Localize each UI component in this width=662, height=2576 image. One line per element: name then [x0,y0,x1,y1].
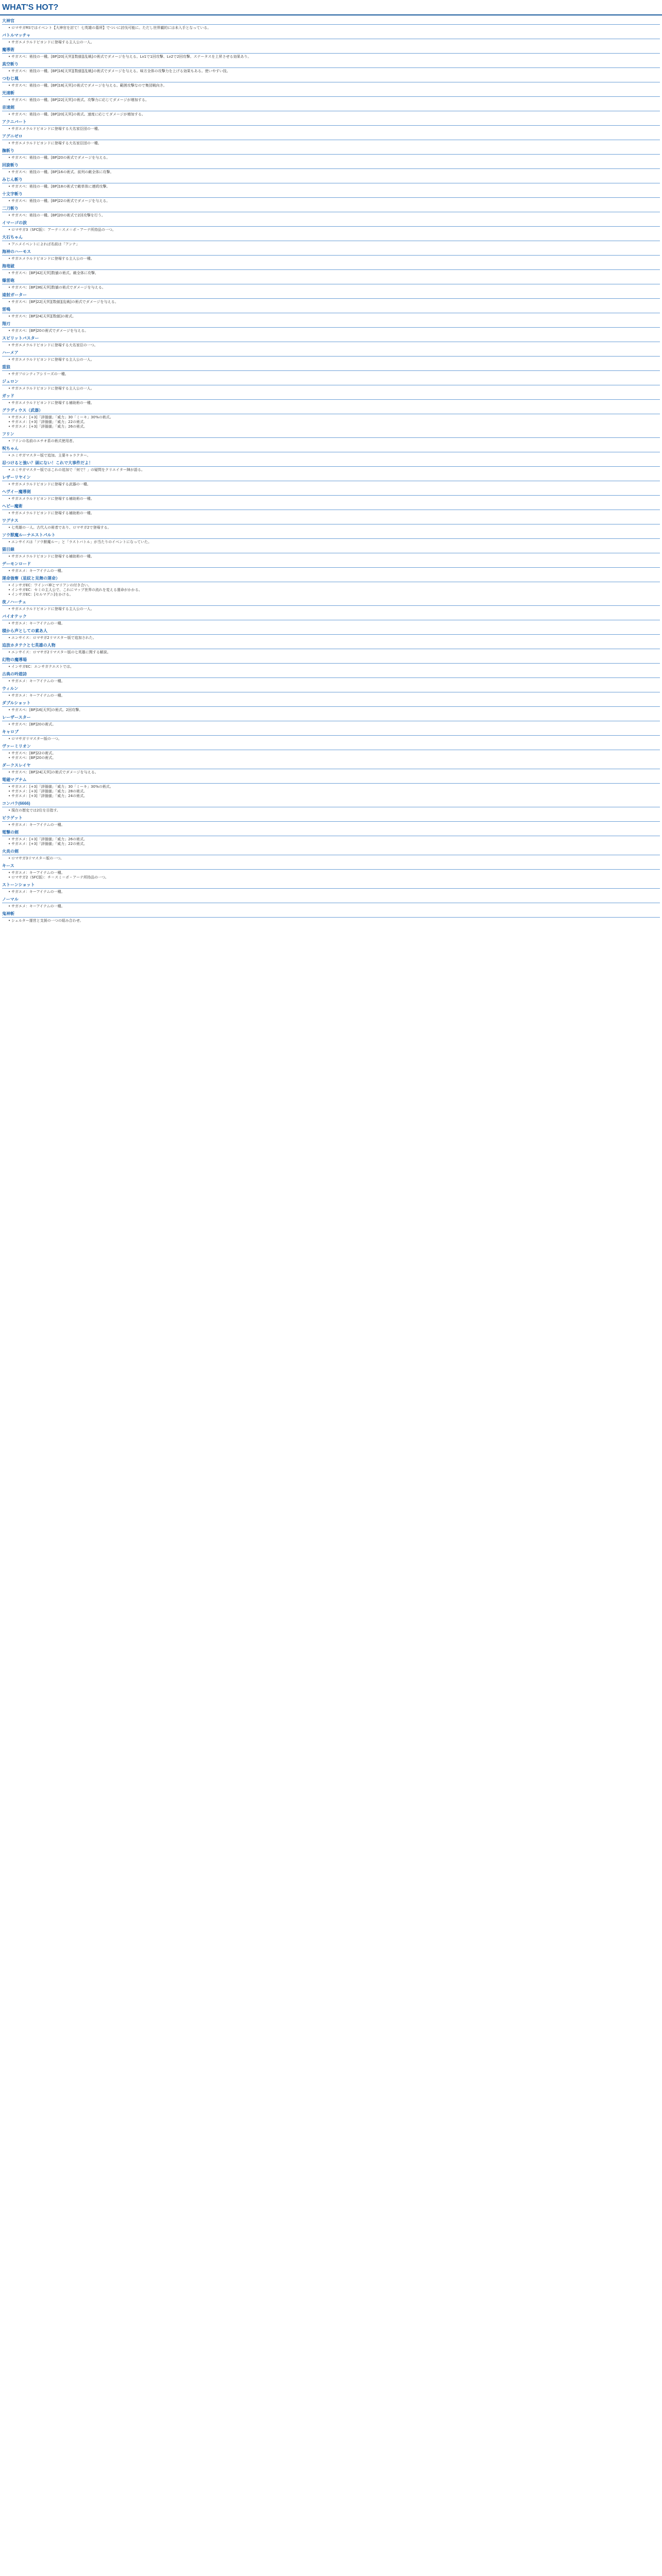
section-list [2,649,660,656]
section-heading[interactable]: レーザースター [2,714,660,721]
section-list [2,903,660,910]
section-heading[interactable]: コンバラ(6666) [2,800,660,807]
list-item: • サガエメ：キーアイテムの一種。 [8,904,660,909]
section-heading[interactable]: 電磁マグナム [2,776,660,784]
list-item: • サガエメ：[+3]「評価値」「威力」22の術式。 [8,420,660,425]
section [2,815,660,829]
section [2,393,660,407]
section [2,546,660,561]
section-heading[interactable]: グラディウス（武器） [2,407,660,414]
page [0,0,662,925]
section-heading[interactable]: ワグナス [2,517,660,524]
list-item: • サガスペ：術技の一種。[BP]20の術式で2回攻撃を行う。 [8,213,660,218]
section [2,561,660,575]
list-item: • サガエメラルドビヨンドに登場する大名家臣の一つ。 [8,343,660,348]
section-heading[interactable]: 忍つけると強い？頭にない！これで大事件だよ！ [2,460,660,467]
list-item: • サガスペ：術技の一種。[BP]20[天冥][数値][乱戦]の術式でダメージを与える。Lv1で1回攻撃、Lv2で2回攻撃。ステータスを上昇させる効果あり。 [8,55,660,59]
section-list [2,889,660,896]
section [2,32,660,46]
list-item: • サガエメ：[+3]「評価値」「威力」30「ミーキ」30%の術式。 [8,415,660,420]
section-heading[interactable]: アグニゼロ [2,133,660,140]
section [2,776,660,800]
list-item: • サガスペ：術技の一種。[BP]16の術式。前列の敵全体に攻撃。 [8,170,660,175]
section-heading[interactable]: ダブルショット [2,700,660,707]
section [2,517,660,532]
section [2,263,660,277]
section-list [2,438,660,445]
section-list [2,212,660,219]
list-item: • サガスペ：[BP]20の術式でダメージを与える。 [8,329,660,333]
list-item: • サガスペ：[BP]42[天冥]数値の術式。敵全体に攻撃。 [8,271,660,276]
section-heading[interactable]: ジュロン [2,378,660,385]
section [2,277,660,292]
section [2,292,660,306]
section-heading[interactable]: 海神のハーモス [2,248,660,256]
section-heading[interactable]: レザーリヤイン [2,474,660,481]
section [2,133,660,147]
section-heading[interactable]: ダークスレイヤ [2,762,660,769]
section [2,364,660,378]
list-item: • サガエメラルドビヨンドに登場する補助術の一種。 [8,401,660,405]
list-item: • サガエメ：キーアイテムの一種。 [8,679,660,684]
section-list [2,140,660,147]
list-item: • サガエメラルドビヨンドに登場する大名家臣団の一種。 [8,141,660,146]
section [2,445,660,460]
section-heading[interactable]: 電撃の剣 [2,829,660,836]
section-list [2,68,660,75]
section-list [2,385,660,393]
page-title: WHAT'S HOT? [0,0,662,15]
section-list [2,97,660,104]
section-heading[interactable]: キャロブ [2,728,660,736]
section-list [2,452,660,460]
section-heading[interactable]: 猫目線 [2,546,660,553]
section [2,671,660,685]
list-item: • サガエメ：[+3]「評価値」「威力」22の術式。 [8,842,660,846]
section-list [2,39,660,46]
section-list [2,155,660,162]
list-item: • サガスペ：[BP]22の術式。 [8,751,660,756]
list-item: • サガエメ：[+3]「評価値」「威力」24の術式。 [8,794,660,799]
list-item: • サガエメラルドビヨンドに登場する補助術の一種。 [8,511,660,516]
section-list [2,918,660,925]
section [2,46,660,61]
list-item: • サガエメ：キーアイテムの一種。 [8,621,660,626]
section-heading[interactable]: ウィルン [2,685,660,692]
section-heading[interactable]: つむじ風 [2,75,660,82]
list-item: • サガスペ：[BP]16[天冥]の術式。2回攻撃。 [8,708,660,713]
section-heading[interactable]: 大石ちゃん [2,234,660,241]
section-heading[interactable]: ヘヴイー魔導剣 [2,488,660,496]
section-list [2,721,660,728]
section-list [2,467,660,474]
section [2,488,660,503]
list-item: • サガスペ：[BP]22[天冥][数値][乱戦]の術式でダメージを与える。 [8,300,660,304]
section [2,829,660,848]
section-heading[interactable]: 積から声としての素あ人 [2,628,660,635]
section-heading[interactable]: 古典の吟遊詩 [2,671,660,678]
list-item: • ロマサガRSではイベント【大神官を討て！七英雄の墓所】でついに討伐可能に。ただし世界観的には未入手となっている。 [8,26,660,30]
section [2,575,660,599]
section [2,532,660,546]
section-heading[interactable]: デーモンロード [2,561,660,568]
section [2,431,660,445]
section-heading[interactable]: 運命強奪（星紋と見舞の運命） [2,575,660,582]
list-item: • サガエメ：[+3]「評価値」「威力」28の術式。 [8,789,660,794]
section-heading[interactable]: 二刀斬り [2,205,660,212]
section [2,320,660,335]
section-heading[interactable]: ストーンショット [2,882,660,889]
list-item: • サガスペ：[BP]24[天冥][数値]の術式。 [8,314,660,319]
section [2,306,660,320]
section-heading[interactable]: 音速剣 [2,104,660,111]
list-item: • サガエメ：[+3]「評価値」「威力」26の術式。 [8,425,660,429]
section [2,762,660,776]
list-item: • フリンの名前のエチオ系の術式使用者。 [8,439,660,444]
section-list [2,54,660,61]
list-item: • サガエメラルドビヨンドに登場する補助術の一種。 [8,554,660,559]
section-list [2,371,660,378]
section-heading[interactable]: 追放ホタテクと七英雄の人物 [2,642,660,649]
section-heading[interactable]: フリン [2,431,660,438]
section-list [2,414,660,431]
section [2,162,660,176]
list-item: • サガエメラルドビヨンドに登場する補助術の一種。 [8,497,660,501]
section-heading[interactable]: 鬼神斬 [2,910,660,918]
section-list [2,870,660,882]
section-heading[interactable]: 真空斬り [2,61,660,68]
section-list [2,126,660,133]
list-item: • サガスペ：術技の一種。[BP]18[天冥]の術式でダメージを与える。範囲攻撃なので集団戦向き。 [8,83,660,88]
section [2,191,660,205]
section-list [2,582,660,599]
section-list [2,284,660,292]
section-list [2,736,660,743]
section-list [2,707,660,714]
list-item: • サガエメ：キーアイテムの一種。 [8,569,660,573]
section [2,90,660,104]
section [2,75,660,90]
section [2,474,660,488]
section [2,176,660,191]
section-list [2,481,660,488]
section-heading[interactable]: アクニバート [2,118,660,126]
list-item: • サガエメラルドビヨンドに登場する主人公の一人。 [8,40,660,45]
section-list [2,692,660,700]
section-list [2,241,660,248]
section [2,700,660,714]
section-list [2,784,660,800]
list-item: • サガエメ：キーアイテムの一種。 [8,693,660,698]
section-list [2,227,660,234]
section [2,378,660,393]
section [2,743,660,762]
section-list [2,664,660,671]
section [2,104,660,118]
section [2,335,660,349]
section-heading[interactable]: ヘビー魔術 [2,503,660,510]
list-item: • エンサイスは「ソウ獣魔ルー」と「ラストバトル」が当たりのイベントになっていた。 [8,540,660,545]
section-list [2,299,660,306]
section-heading[interactable]: ノーマル [2,896,660,903]
section-heading[interactable]: ソウ獣魔ルーナエストパルト [2,532,660,539]
list-item: • ロマサガリマスター版の一つ。 [8,737,660,741]
list-item: • エミサガマスター版で追加。主要キャラクター。 [8,453,660,458]
section-heading[interactable]: 幻物の魔導場 [2,656,660,664]
section-list [2,606,660,613]
section-heading[interactable]: バイオテック [2,613,660,620]
section-list [2,635,660,642]
section-list [2,822,660,829]
section-list [2,524,660,532]
section-heading[interactable]: ハーメア [2,349,660,357]
list-item: • サガスペ：[BP]36[天冥]数値の術式でダメージを与える。 [8,285,660,290]
section [2,219,660,234]
list-item: • サガスペ：術技の一種。[BP]22[天冥]の術式。攻撃力に応じてダメージが増加する。 [8,98,660,103]
list-item: • サガスペ：[BP]20の術式。 [8,722,660,727]
list-item: • ロマサガ3（SFC版）：アーテ＝スメ＝ポ・アーテ所持品の一つ。 [8,228,660,232]
list-item: • サガエメ：[+3]「評価値」「威力」26の術式。 [8,837,660,842]
section-list [2,169,660,176]
section-heading[interactable]: 海竜破 [2,263,660,270]
list-item: • サガエメ：[+3]「評価値」「威力」30「ミーキ」30%の術式。 [8,785,660,789]
list-item: • サガスペ：術技の一種。[BP]22の術式でダメージを与える。 [8,199,660,204]
section [2,61,660,75]
section [2,460,660,474]
section-heading[interactable]: みじん斬り [2,176,660,183]
section [2,349,660,364]
section [2,407,660,431]
list-item: • インサガEC：ワインバ神とマリアンの付き合い。 [8,583,660,588]
list-item: • サガエメラルドビヨンドに登場する大名家臣団の一種。 [8,127,660,131]
content-area [0,15,662,925]
list-item: • ロマサガ3リマスター版の一つ。 [8,856,660,861]
list-item: • サガエメ：キーアイテムの一種。 [8,890,660,894]
section-list [2,400,660,407]
section-heading[interactable]: ガッド [2,393,660,400]
section-list [2,82,660,90]
list-item: • 七英雄の一人。古代人の術者であり、ロマサガ2で登場する。 [8,526,660,530]
section-heading[interactable]: 呪ちゃん [2,445,660,452]
section [2,882,660,896]
section [2,728,660,743]
section [2,205,660,219]
section-list [2,183,660,191]
section [2,714,660,728]
section-heading[interactable]: 翔刃 [2,320,660,328]
section-heading[interactable]: キース [2,862,660,870]
list-item: • サガエメラルドビヨンドに登場する主人公の一人。 [8,358,660,362]
list-item: • サガエメラルドビヨンドに登場する主人公の一人。 [8,386,660,391]
section-list [2,198,660,205]
section-list [2,836,660,848]
section-list [2,313,660,320]
section-heading[interactable]: 重狼 [2,364,660,371]
list-item: • サガエメラルドビヨンドに登場する主人公の一種。 [8,257,660,261]
section-list [2,496,660,503]
section [2,118,660,133]
list-item: • アニメイベントによれば名前は「アンナ」 [8,242,660,247]
list-item: • エミサガマスター版ではこれの追加で「何で？」の疑問をクリエイター陣が語る。 [8,468,660,472]
list-item: • エンサイス：ロマサガ2リマスター版で追加された。 [8,636,660,640]
list-item: • サガスペ：[BP]20の術式。 [8,756,660,760]
section-list [2,256,660,263]
section [2,800,660,815]
list-item: • シェルター運営と支援の一つの組み合わせ。 [8,919,660,923]
list-item: • サガスペ：術技の一種。[BP]20[天冥]の術式。速度に応じてダメージが増加する。 [8,112,660,117]
section [2,685,660,700]
section [2,862,660,882]
section-heading[interactable]: 遠射ガーター [2,292,660,299]
section-list [2,750,660,762]
section [2,147,660,162]
section-list [2,620,660,628]
list-item: • 現在の歴史では2位を目指す。 [8,808,660,813]
section-heading[interactable]: 夜ノハーチェ [2,599,660,606]
list-item: • サガスペ：術技の一種。[BP]20の術式でダメージを与える。 [8,156,660,160]
list-item: • サガフロンティアシリーズの一種。 [8,372,660,377]
list-item: • サガエメラルドビヨンドに登場する武器の一種。 [8,482,660,487]
section-list [2,25,660,32]
section-heading[interactable]: バトルマッチャ [2,32,660,39]
section-heading[interactable]: 回旋斬り [2,162,660,169]
section-list [2,111,660,118]
section-heading[interactable]: 光速斬 [2,90,660,97]
list-item: • インサガEC：[セルマグニ]をかける。 [8,592,660,597]
section-list [2,807,660,815]
section-heading[interactable]: イマーゴの涙 [2,219,660,227]
section [2,896,660,910]
section-list [2,510,660,517]
section-heading[interactable]: 火炎の剣 [2,848,660,855]
section [2,248,660,263]
section [2,18,660,32]
section-list [2,769,660,776]
section [2,656,660,671]
section-heading[interactable]: スピリットバスター [2,335,660,342]
section-list [2,568,660,575]
list-item: • サガエメラルドビヨンドに登場する主人公の一人。 [8,607,660,612]
section-heading[interactable]: ヴァーミリオン [2,743,660,750]
section-heading[interactable]: 雷鳴 [2,306,660,313]
list-item: • サガスペ：[BP]24[天冥]の術式でダメージを与える。 [8,770,660,775]
list-item: • インサガEC：エンサガクエストでは。 [8,665,660,669]
list-item: • サガエメ：キーアイテムの一種。 [8,823,660,827]
list-item: • エンサイス：ロマサガ2リマスター版の七英雄に関する解説。 [8,650,660,655]
section-list [2,553,660,561]
list-item: • サガスペ：術技の一種。[BP]16[天冥][数値][乱戦]の術式でダメージを与える。味方全体の攻撃力を上げる効果もある。使いやすい技。 [8,69,660,74]
section-heading[interactable]: ピラゲット [2,815,660,822]
section-list [2,539,660,546]
list-item: • サガエメ：キーアイテムの一種。 [8,871,660,875]
list-item: • ロマサガ2（SFC版）：チ＝スミ＝ポ・アーテ所持品の一つ。 [8,875,660,880]
section-heading[interactable]: 十文字斬り [2,191,660,198]
list-item: • インサガEC：セミの主人公で、これにマップ世界の流れを変える運命がかかる。 [8,588,660,592]
section-list [2,342,660,349]
section-list [2,328,660,335]
section [2,628,660,642]
section [2,848,660,862]
section [2,613,660,628]
section [2,599,660,613]
section-list [2,855,660,862]
section [2,910,660,925]
list-item: • サガスペ：術技の一種。[BP]18の術式で敵単体に連続攻撃。 [8,184,660,189]
section-heading[interactable]: 撫斬り [2,147,660,155]
section-list [2,357,660,364]
section [2,503,660,517]
section-list [2,678,660,685]
section-heading[interactable]: 爆雷砲 [2,277,660,284]
section-list [2,270,660,277]
section-heading[interactable]: 魔導術 [2,46,660,54]
section [2,642,660,656]
section [2,234,660,248]
section-heading[interactable]: 大神官 [2,18,660,25]
